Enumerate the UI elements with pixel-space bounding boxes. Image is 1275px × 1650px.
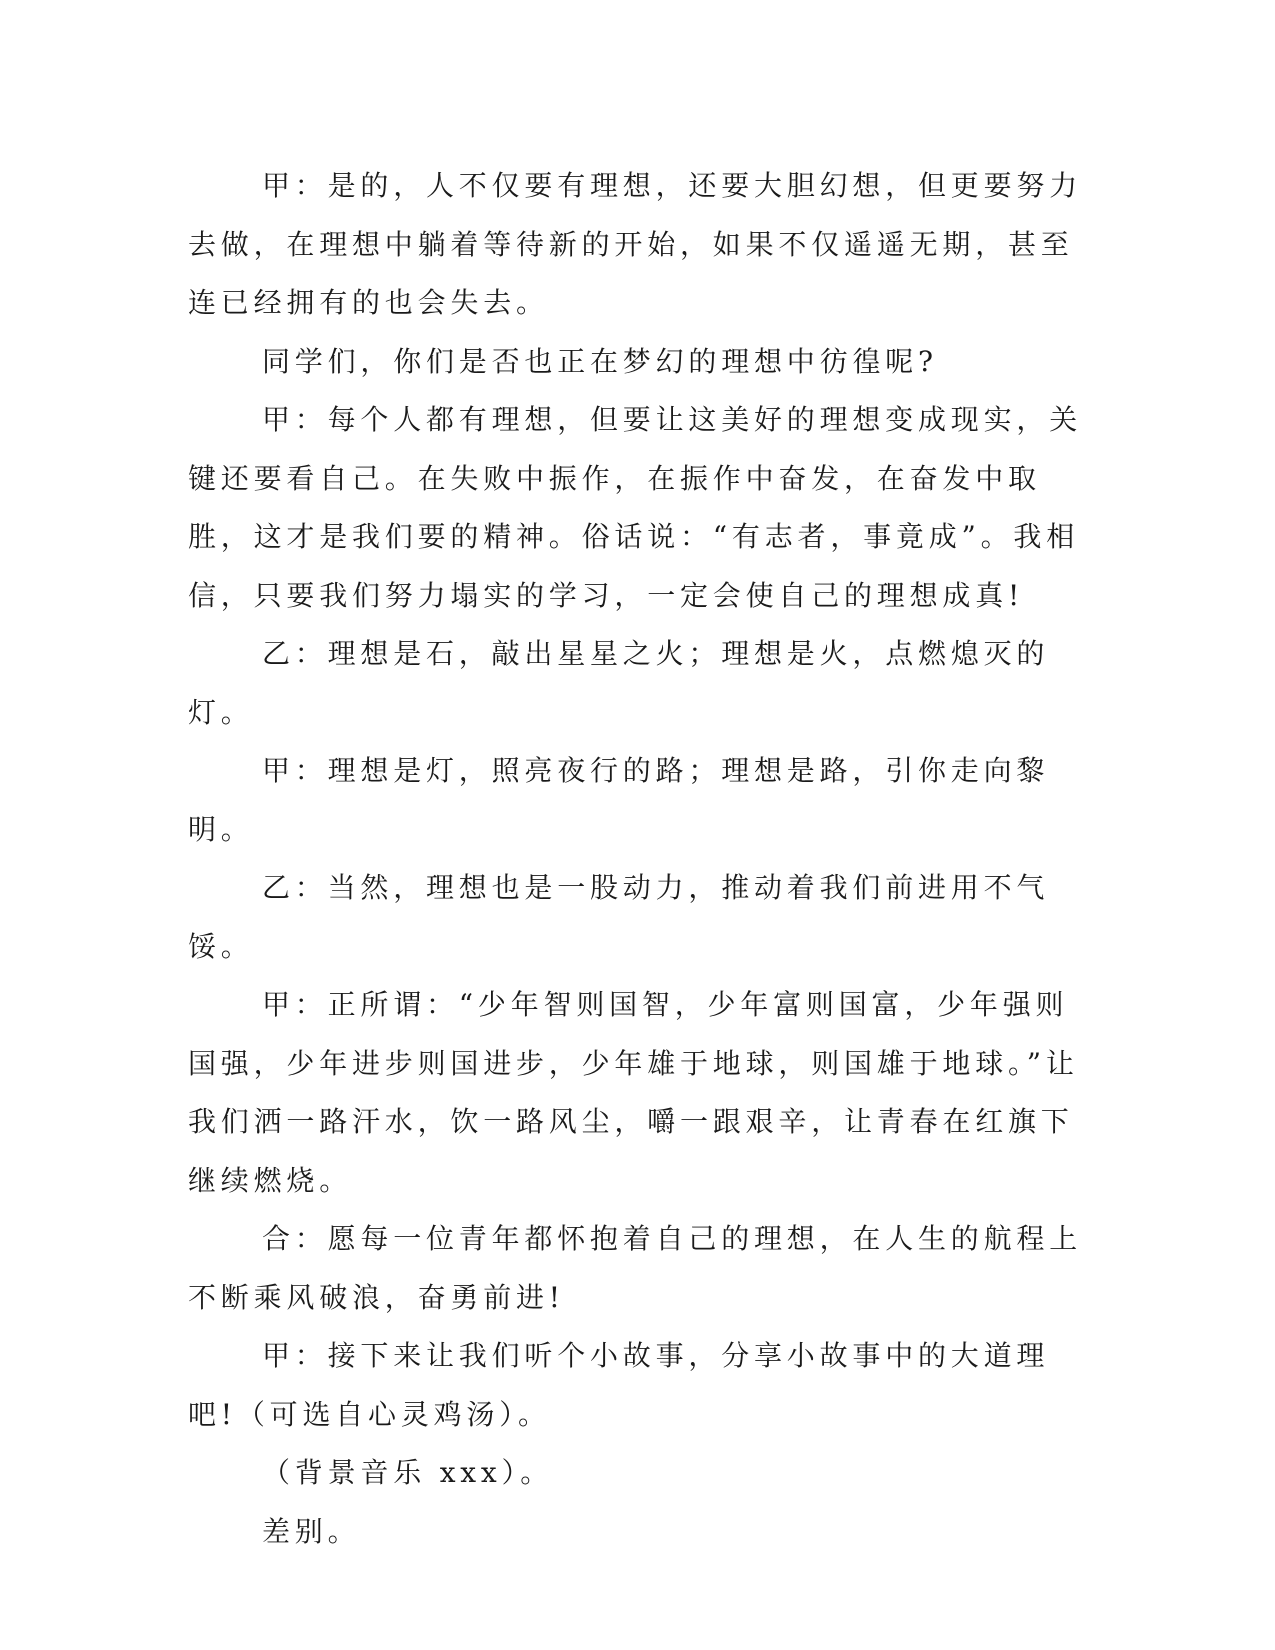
paragraph-10: （背景音乐 xxx）。: [262, 1456, 554, 1489]
paragraph-5: 甲：理想是灯，照亮夜行的路；理想是路，引你走向黎明。: [188, 754, 1050, 846]
paragraph-6: 乙：当然，理想也是一股动力，推动着我们前进用不气馁。: [188, 871, 1050, 963]
paragraph-9: 甲：接下来让我们听个小故事，分享小故事中的大道理吧!（可选自心灵鸡汤）。: [188, 1339, 1050, 1431]
paragraph-11: 差别。: [262, 1514, 361, 1548]
paragraph-7: 甲：正所谓：“少年智则国智，少年富则国富，少年强则国强，少年进步则国进步，少年雄于地球，则国雄于地球。”让我们洒一路汗水，饮一路风尘，嚼一跟艰辛，让青春在红旗下继续燃烧。: [188, 988, 1079, 1197]
document-body: [188, 157, 1088, 1561]
paragraph-3: 甲：每个人都有理想，但要让这美好的理想变成现实，关键还要看自己。在失败中振作，在振作中奋发，在奋发中取胜，这才是我们要的精神。俗话说：“有志者，事竟成”。我相信，只要我们努力塌实的学习，一定会使自己的理想成真!: [188, 403, 1083, 612]
paragraph-1: 甲：是的，人不仅要有理想，还要大胆幻想，但更要努力去做，在理想中躺着等待新的开始，如果不仅遥遥无期，甚至连已经拥有的也会失去。: [188, 169, 1083, 319]
paragraph-8: 合：愿每一位青年都怀抱着自己的理想，在人生的航程上不断乘风破浪，奋勇前进!: [188, 1222, 1083, 1314]
paragraph-4: 乙：理想是石，敲出星星之火；理想是火，点燃熄灭的灯。: [188, 637, 1050, 729]
paragraph-2: 同学们，你们是否也正在梦幻的理想中彷徨呢?: [262, 344, 938, 378]
